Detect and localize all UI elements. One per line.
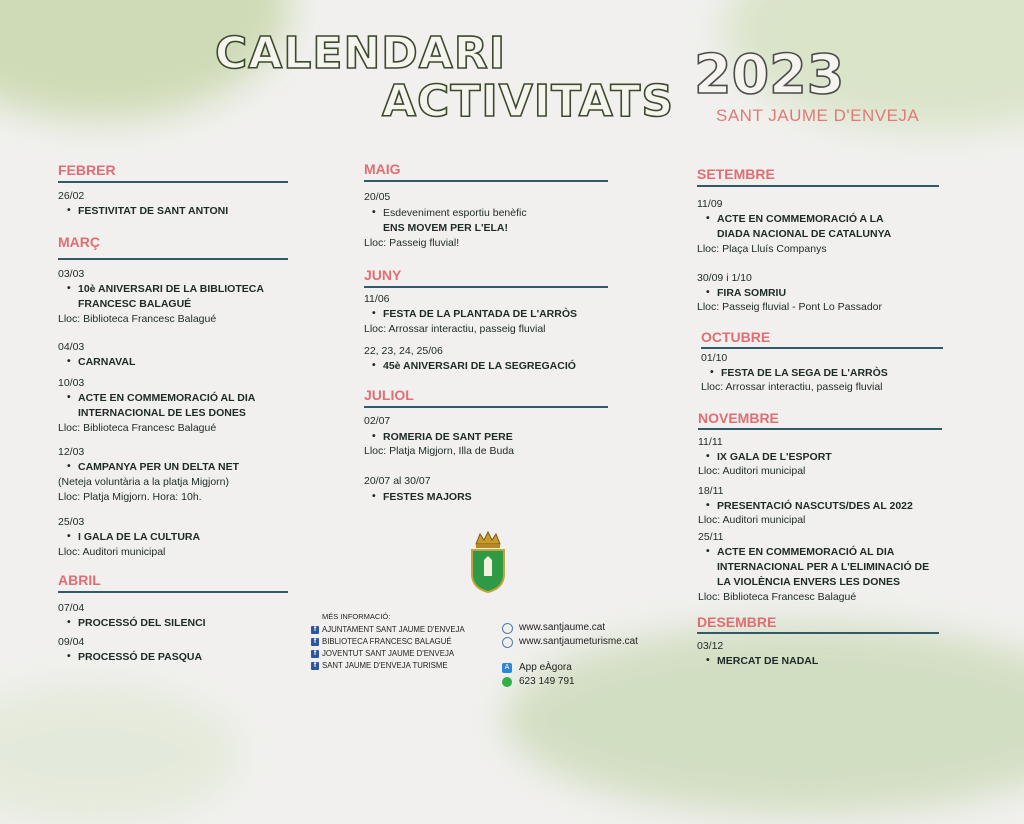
month-febrer: FEBRER	[58, 162, 116, 178]
bullet: •	[67, 391, 71, 403]
event-title: ACTE EN COMMEMORACIÓ A LA	[717, 213, 884, 225]
more-info-heading: MÉS INFORMACIÓ:	[322, 612, 391, 621]
event-title: PRESENTACIÓ NASCUTS/DES AL 2022	[717, 500, 913, 512]
bullet: •	[67, 460, 71, 472]
bullet: •	[372, 430, 376, 442]
town-subtitle: SANT JAUME D'ENVEJA	[716, 106, 920, 125]
event-date: 04/03	[58, 341, 85, 353]
event-location: Lloc: Arrossar interactiu, passeig fluvial	[364, 323, 546, 335]
event-title: FESTA DE LA PLANTADA DE L'ARRÒS	[383, 308, 578, 320]
event-location: Lloc: Biblioteca Francesc Balagué	[58, 422, 217, 434]
event-title: FIRA SOMRIU	[717, 287, 787, 299]
bullet: •	[67, 204, 71, 216]
event-title: PROCESSÓ DEL SILENCI	[78, 617, 206, 629]
month-divider	[364, 286, 608, 288]
bullet: •	[372, 307, 376, 319]
facebook-icon: f	[311, 638, 319, 646]
event-title: DIADA NACIONAL DE CATALUNYA	[717, 228, 892, 240]
event-location: Lloc: Passeig fluvial - Pont Lo Passador	[697, 301, 883, 313]
globe-icon	[502, 623, 513, 634]
bullet: •	[67, 282, 71, 294]
bullet: •	[706, 286, 710, 298]
town-crest-icon	[470, 530, 506, 594]
bullet: •	[67, 355, 71, 367]
month-abril: ABRIL	[58, 572, 101, 588]
event-date: 09/04	[58, 636, 85, 648]
bullet: •	[67, 650, 71, 662]
event-date: 20/05	[364, 191, 391, 203]
event-title: ACTE EN COMMEMORACIÓ AL DIA	[78, 392, 256, 404]
year-title: 2023	[694, 43, 845, 106]
event-subtitle: Esdeveniment esportiu benèfic	[383, 207, 527, 219]
bullet: •	[706, 654, 710, 666]
green-wash-decoration	[0, 684, 240, 824]
month-desembre: DESEMBRE	[697, 614, 777, 630]
event-date: 11/09	[697, 198, 723, 210]
event-date: 22, 23, 24, 25/06	[364, 345, 443, 357]
event-location: Lloc: Auditori municipal	[698, 465, 806, 477]
facebook-icon: f	[311, 662, 319, 670]
event-date: 26/02	[58, 190, 85, 202]
event-date: 07/04	[58, 602, 85, 614]
website-link[interactable]: www.santjaume.cat	[519, 622, 606, 633]
event-date: 25/03	[58, 516, 85, 528]
event-title: INTERNACIONAL DE LES DONES	[78, 407, 246, 419]
month-divider	[698, 428, 942, 430]
event-date: 02/07	[364, 415, 391, 427]
event-title: CARNAVAL	[78, 356, 136, 368]
month-marc: MARÇ	[58, 234, 100, 250]
event-location: Lloc: Auditori municipal	[58, 546, 166, 558]
event-location: Lloc: Platja Migjorn, Illa de Buda	[364, 445, 514, 457]
event-date: 10/03	[58, 377, 85, 389]
bullet: •	[372, 490, 376, 502]
event-title: 10è ANIVERSARI DE LA BIBLIOTECA	[78, 283, 264, 295]
month-divider	[58, 258, 288, 260]
month-divider	[701, 347, 943, 349]
title-line-1: CALENDARI	[215, 28, 507, 79]
social-link[interactable]: BIBLIOTECA FRANCESC BALAGUÉ	[322, 637, 452, 646]
month-divider	[58, 591, 288, 593]
event-date: 11/06	[364, 293, 390, 305]
facebook-icon: f	[311, 650, 319, 658]
event-title: FESTIVITAT DE SANT ANTONI	[78, 205, 229, 217]
phone-number[interactable]: 623 149 791	[519, 676, 575, 687]
globe-icon	[502, 637, 513, 648]
event-date: 12/03	[58, 446, 85, 458]
website-link[interactable]: www.santjaumeturisme.cat	[519, 636, 638, 647]
event-location: Lloc: Biblioteca Francesc Balagué	[58, 313, 217, 325]
month-divider	[697, 185, 939, 187]
bullet: •	[67, 530, 71, 542]
event-title: FESTA DE LA SEGA DE L'ARRÒS	[721, 367, 888, 379]
event-title: 45è ANIVERSARI DE LA SEGREGACIÓ	[383, 360, 576, 372]
event-date: 11/11	[698, 436, 723, 448]
event-title: I GALA DE LA CULTURA	[78, 531, 201, 543]
social-link[interactable]: SANT JAUME D'ENVEJA TURISME	[322, 661, 448, 670]
event-title: CAMPANYA PER UN DELTA NET	[78, 461, 240, 473]
month-divider	[364, 180, 608, 182]
month-juny: JUNY	[364, 267, 402, 283]
green-wash-decoration	[504, 624, 1024, 814]
event-title: LA VIOLÈNCIA ENVERS LES DONES	[717, 576, 900, 588]
month-novembre: NOVEMBRE	[698, 410, 779, 426]
month-divider	[58, 181, 288, 183]
bullet: •	[372, 206, 376, 218]
event-title: PROCESSÓ DE PASQUA	[78, 651, 203, 663]
event-location: Lloc: Biblioteca Francesc Balagué	[698, 591, 857, 603]
bullet: •	[706, 450, 710, 462]
event-date: 03/03	[58, 268, 85, 280]
bullet: •	[706, 212, 710, 224]
event-title: ROMERIA DE SANT PERE	[383, 431, 513, 443]
event-location: Lloc: Arrossar interactiu, passeig fluvial	[701, 381, 883, 393]
facebook-icon: f	[311, 626, 319, 634]
whatsapp-icon	[502, 677, 512, 687]
bullet: •	[706, 499, 710, 511]
event-title: FRANCESC BALAGUÉ	[78, 298, 192, 310]
event-location: Lloc: Plaça Lluís Companys	[697, 243, 827, 255]
social-link[interactable]: JOVENTUT SANT JAUME D'ENVEJA	[322, 649, 455, 658]
event-date: 25/11	[698, 531, 724, 543]
title-line-2: ACTIVITATS	[382, 76, 675, 127]
month-juliol: JULIOL	[364, 387, 414, 403]
event-date: 30/09 i 1/10	[697, 272, 752, 284]
month-octubre: OCTUBRE	[701, 329, 771, 345]
event-date: 20/07 al 30/07	[364, 475, 431, 487]
bullet: •	[710, 366, 714, 378]
event-title: INTERNACIONAL PER A L'ELIMINACIÓ DE	[717, 561, 930, 573]
event-date: 03/12	[697, 640, 724, 652]
event-title: FESTES MAJORS	[383, 491, 472, 503]
event-note: (Neteja voluntària a la platja Migjorn)	[58, 476, 229, 488]
event-date: 01/10	[701, 352, 728, 364]
event-location: Lloc: Auditori municipal	[698, 514, 806, 526]
event-date: 18/11	[698, 485, 724, 497]
bullet: •	[706, 545, 710, 557]
event-title: IX GALA DE L'ESPORT	[717, 451, 832, 463]
social-link[interactable]: AJUNTAMENT SANT JAUME D'ENVEJA	[322, 625, 465, 634]
month-maig: MAIG	[364, 161, 401, 177]
month-setembre: SETEMBRE	[697, 166, 775, 182]
event-location: Lloc: Passeig fluvial!	[364, 237, 460, 249]
app-store-icon: A	[502, 663, 512, 673]
event-title: ACTE EN COMMEMORACIÓ AL DIA	[717, 546, 895, 558]
event-location: Lloc: Platja Migjorn. Hora: 10h.	[58, 491, 202, 503]
month-divider	[697, 632, 939, 634]
app-link[interactable]: App eÀgora	[519, 662, 572, 673]
month-divider	[364, 406, 608, 408]
bullet: •	[372, 359, 376, 371]
bullet: •	[67, 616, 71, 628]
event-title: ENS MOVEM PER L'ELA!	[383, 222, 509, 234]
event-title: MERCAT DE NADAL	[717, 655, 819, 667]
